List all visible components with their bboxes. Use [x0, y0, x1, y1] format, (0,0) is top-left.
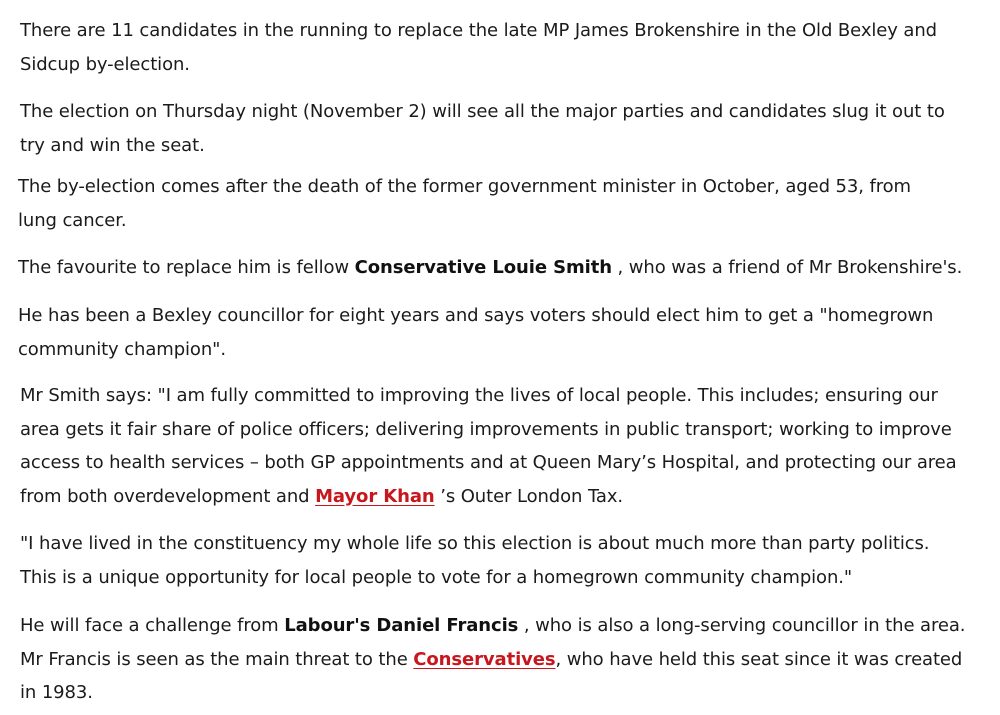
- paragraph-challenge: [20, 609, 970, 710]
- paragraph-quote-smith: [20, 379, 970, 513]
- paragraph-text: The election on Thursday night (November 2) will see all the major parties and candidates slug it out to try and win the seat.: [20, 101, 945, 156]
- paragraph-text: , who was a friend of Mr Brokenshire's.: [611, 257, 963, 278]
- conservatives-link[interactable]: Conservatives: [413, 648, 556, 670]
- paragraph-text: The by-election comes after the death of the former government minister in October, aged 53, from lung cancer.: [18, 176, 911, 231]
- mayor-khan-link[interactable]: Mayor Khan: [315, 485, 435, 507]
- paragraph-text: Mr Smith says: "I am fully committed to improving the lives of local people. This includes; ensuring our area gets it fair share of police officers; delivering improvements in public transport; working to improve access to health services – both GP appointments and at Queen Mary’s Hospital, and protecting our area from both overdevelopment and: [20, 385, 957, 507]
- paragraph-text: He will face a challenge from: [20, 615, 285, 636]
- candidate-name-bold: Conservative Louie Smith: [354, 257, 612, 278]
- paragraph-text: , who is also a long-serving councillor in the area. Mr Francis is seen as the main threat to the: [20, 615, 966, 670]
- paragraph-text: "I have lived in the constituency my whole life so this election is about much more than party politics. This is a unique opportunity for local people to vote for a homegrown community champion.": [20, 533, 930, 588]
- paragraph-text: He has been a Bexley councillor for eight years and says voters should elect him to get a "homegrown community champion".: [18, 305, 934, 360]
- paragraph-election-night: [20, 95, 955, 162]
- paragraph-text: The favourite to replace him is fellow: [18, 257, 355, 278]
- paragraph-quote-constituency: [20, 527, 960, 594]
- candidate-name-bold: Labour's Daniel Francis: [284, 615, 519, 636]
- paragraph-favourite: [18, 251, 978, 285]
- paragraph-councillor: [18, 299, 938, 366]
- paragraph-text: There are 11 candidates in the running to replace the late MP James Brokenshire in the Old Bexley and Sidcup by-election.: [20, 20, 937, 75]
- paragraph-text: ’s Outer London Tax.: [434, 485, 623, 507]
- paragraph-candidates: [20, 14, 950, 81]
- paragraph-text: , who have held this seat since it was created in 1983.: [20, 648, 963, 703]
- paragraph-by-election-cause: [18, 170, 953, 237]
